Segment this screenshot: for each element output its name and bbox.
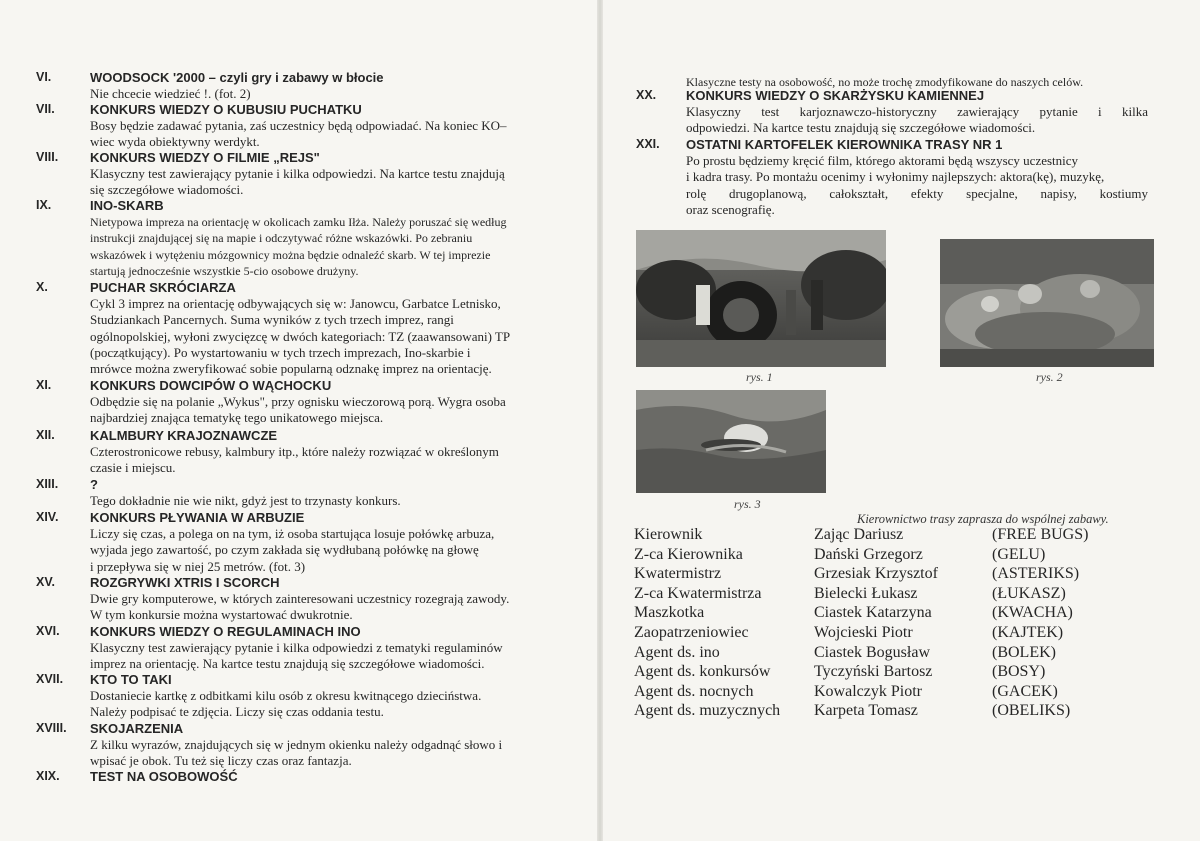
item-number: XI. [36, 378, 52, 392]
staff-name: Grzesiak Krzysztof [814, 565, 938, 583]
page-fold [597, 0, 603, 841]
staff-role: Z-ca Kierownika [634, 545, 743, 563]
item-number: X. [36, 280, 48, 294]
staff-name: Karpeta Tomasz [814, 702, 918, 720]
item-title: INO-SKARB [90, 198, 164, 213]
item-text-line: Dwie gry komputerowe, w których zainteresowani uczestnicy rozegrają zawody. [90, 591, 510, 606]
item-text-line: Odbędzie się na polanie „Wykus", przy ognisku wieczorową porą. Wygra osoba [90, 394, 506, 409]
item-text-line: Tego dokładnie nie wie nikt, gdyż jest to trzynasty konkurs. [90, 493, 401, 508]
item-text-line: Studziankach Pancernych. Suma wyników z tych trzech imprez, rangi [90, 312, 454, 328]
photo-swimming-melon [636, 390, 826, 493]
item-title: ? [90, 477, 98, 492]
item-title: KONKURS WIEDZY O SKARŻYSKU KAMIENNEJ [686, 88, 985, 103]
item-text-line: Cykl 3 imprez na orientację odbywających się w: Janowcu, Garbatce Letnisko, [90, 296, 501, 311]
staff-role: Zaopatrzeniowiec [634, 623, 749, 641]
staff-role: Kwatermistrz [634, 565, 722, 583]
item-title: KALMBURY KRAJOZNAWCZE [90, 428, 278, 443]
staff-role: Maszkotka [634, 604, 705, 622]
item-text-line: ogólnopolskiej, wyłoni zwycięzcę w dwóch kategoriach: TZ (zaawansowani) TP [90, 328, 511, 344]
item-text-line: (początkujący). Po wystartowaniu w tych trzech imprezach, Ino-skarbie i [90, 344, 471, 360]
item-text-line: Z kilku wyrazów, znajdujących się w jednym okienku należy odgadnąć słowo i [90, 737, 503, 752]
item-text-line: Nie chcecie wiedzieć !. (fot. 2) [90, 86, 251, 101]
item-text-line: startują jednocześnie wszystkie 5-cio osobowe drużyny. [90, 263, 359, 278]
staff-nickname: (OBELIKS) [992, 702, 1071, 720]
item-title: OSTATNI KARTOFELEK KIEROWNIKA TRASY NR 1 [686, 137, 1003, 152]
item-text-line: Klasyczny test zawierający pytanie i kilka odpowiedzi z tematyki regulaminów [90, 640, 503, 655]
item-title: KONKURS WIEDZY O KUBUSIU PUCHATKU [90, 102, 362, 117]
staff-name: Zając Dariusz [814, 526, 904, 543]
item-number: VI. [36, 70, 52, 84]
item-title: WOODSOCK '2000 – czyli gry i zabawy w błocie [90, 70, 384, 85]
staff-nickname: (GACEK) [992, 682, 1058, 700]
staff-role: Agent ds. ino [634, 643, 720, 661]
photo-caption: rys. 3 [734, 497, 761, 511]
item-number: IX. [36, 198, 52, 212]
item-text-line: Klasyczny test karjoznawczo-historyczny zawierający pytanie i kilka [686, 104, 1148, 119]
staff-nickname: (ASTERIKS) [992, 565, 1080, 583]
staff-nickname: (KAJTEK) [992, 623, 1064, 641]
staff-role: Z-ca Kwatermistrza [634, 584, 762, 602]
staff-nickname: (BOSY) [992, 663, 1046, 681]
item-number: XIX. [36, 769, 60, 783]
item-text-line: odpowiedzi. Na kartce testu znajdują się szczegółowe wiadomości. [686, 120, 1036, 136]
staff-nickname: (KWACHA) [992, 604, 1073, 622]
item-number: XII. [36, 428, 55, 442]
item-text-line: rolę drugoplanową, całokształt, efekty specjalne, napisy, kostiumy [686, 185, 1148, 201]
item-number: VII. [36, 102, 55, 116]
item-number: XV. [36, 575, 56, 589]
item-text-line: się szczegółowe wiadomości. [90, 182, 244, 198]
item-text-line: Nietypowa impreza na orientację w okolicach zamku Iłża. Należy poruszać się według [90, 215, 507, 229]
item-number: XIV. [36, 510, 59, 524]
item-text-line: Po prostu będziemy kręcić film, którego aktorami będą wszyscy uczestnicy [686, 153, 1079, 168]
staff-name: Dański Grzegorz [814, 545, 923, 563]
staff-role: Kierownik [634, 526, 703, 543]
photo-mud-pile [940, 239, 1154, 367]
item-text-line: najbardziej znająca tematykę tego unikatowego miejsca. [90, 410, 384, 426]
item-text-line: czasie i miejscu. [90, 460, 176, 476]
item-text-line: i kadra trasy. Po montażu ocenimy i wyłonimy najlepszych: aktora(kę), muzykę, [686, 169, 1105, 185]
item-title: KONKURS PŁYWANIA W ARBUZIE [90, 510, 305, 525]
item-text-line: Dostaniecie kartkę z odbitkami kilu osób z okresu kwitnącego dzieciństwa. [90, 688, 482, 703]
staff-role: Agent ds. nocnych [634, 682, 754, 700]
item-title: KONKURS DOWCIPÓW O WĄCHOCKU [90, 378, 332, 393]
item-number: XXI. [636, 137, 660, 151]
item-number: XVI. [36, 624, 60, 638]
item-title: KONKURS WIEDZY O REGULAMINACH INO [90, 624, 361, 639]
item-title: KTO TO TAKI [90, 672, 172, 687]
item-title: TEST NA OSOBOWOŚĆ [90, 769, 238, 784]
item-title: KONKURS WIEDZY O FILMIE „REJS" [90, 150, 320, 165]
item-number: XVIII. [36, 721, 67, 735]
staff-nickname: (ŁUKASZ) [992, 584, 1066, 602]
item-text-line: wskazówek i wytężeniu mózgownicy można będzie odnaleźć skarb. W tej imprezie [90, 247, 491, 262]
staff-name: Kowalczyk Piotr [814, 682, 922, 700]
item-text-line: mrówce można zweryfikować sobie popularną odznakę imprez na orientację. [90, 361, 492, 377]
staff-name: Ciastek Katarzyna [814, 604, 932, 622]
item-number: XVII. [36, 672, 64, 686]
item-title: ROZGRYWKI XTRIS I SCORCH [90, 575, 280, 590]
item-text-line: wpisać je obok. Tu też się liczy czas oraz fantazja. [90, 753, 352, 769]
item-text-line: W tym konkursie można wystartować dwukrotnie. [90, 607, 353, 623]
photo-caption: rys. 1 [746, 370, 773, 384]
item-number: XX. [636, 88, 657, 102]
item-text-line: wiec wyda obiektywny werdykt. [90, 134, 260, 150]
item-number: XIII. [36, 477, 59, 491]
item-text-line: instrukcji znajdującej się na mapie i odczytywać różne wskazówki. Po zebraniu [90, 231, 473, 246]
item-number: VIII. [36, 150, 59, 164]
item-text-line: Klasyczny test zawierający pytanie i kilka odpowiedzi. Na kartce testu znajdują [90, 166, 505, 181]
test-intro-text: Klasyczne testy na osobowość, no może trochę zmodyfikowane do naszych celów. [686, 75, 1084, 89]
item-text-line: Liczy się czas, a polega on na tym, iż osoba startująca losuje połówkę arbuza, [90, 526, 495, 541]
staff-name: Wojcieski Piotr [814, 623, 913, 641]
item-text-line: oraz scenografię. [686, 201, 775, 217]
photo-tire-rolling [636, 230, 886, 367]
staff-nickname: (FREE BUGS) [992, 526, 1089, 543]
item-text-line: Czterostronicowe rebusy, kalmbury itp., które należy rozwiązać w określonym [90, 444, 499, 459]
item-text-line: i przepływa się w niej 25 metrów. (fot. 3) [90, 558, 306, 574]
staff-name: Ciastek Bogusław [814, 643, 930, 661]
staff-role: Agent ds. muzycznych [634, 702, 781, 720]
staff-name: Bielecki Łukasz [814, 584, 918, 602]
item-title: PUCHAR SKRÓCIARZA [90, 280, 236, 295]
item-text-line: imprez na orientację. Na kartce testu znajdują się szczegółowe wiadomości. [90, 656, 485, 672]
photo-caption: rys. 2 [1036, 370, 1063, 384]
item-text-line: wyjada jego zawartość, po czym zakłada się wydłubaną połówkę na głowę [90, 542, 479, 558]
staff-role: Agent ds. konkursów [634, 663, 771, 681]
staff-name: Tyczyński Bartosz [814, 663, 933, 681]
invitation-note: Kierownictwo trasy zaprasza do wspólnej zabawy. [857, 512, 1109, 526]
item-title: SKOJARZENIA [90, 721, 184, 736]
staff-nickname: (GELU) [992, 545, 1046, 563]
item-text-line: Bosy będzie zadawać pytania, zaś uczestnicy będą odpowiadać. Na koniec KO– [90, 118, 507, 133]
item-text-line: Należy podpisać te zdjęcia. Liczy się czas oddania testu. [90, 704, 384, 720]
staff-nickname: (BOLEK) [992, 643, 1056, 661]
